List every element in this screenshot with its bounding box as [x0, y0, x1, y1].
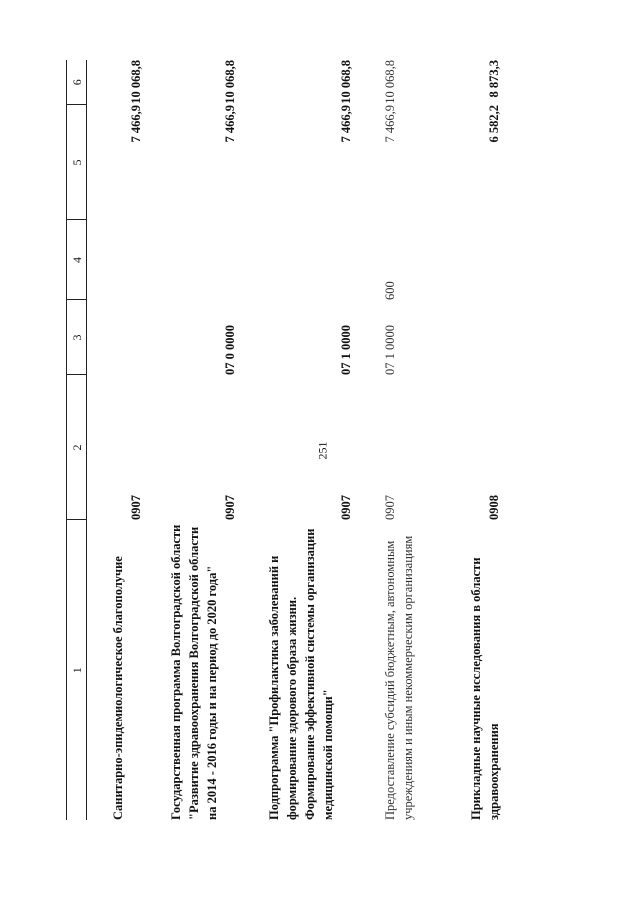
row-sum-2: 10 068,8 [382, 60, 397, 104]
row-expense-type [455, 220, 515, 300]
row-section-code: 0907 [338, 495, 353, 520]
row-sum-2: 10 068,8 [222, 60, 237, 104]
row-target-code: 07 1 0000 [338, 325, 353, 375]
row-sum-2: 8 873,3 [486, 60, 501, 98]
budget-table [66, 60, 515, 820]
table-row [87, 60, 149, 820]
row-target-code: 07 1 0000 [382, 325, 397, 375]
row-sum-1: 6 582,2 [486, 105, 501, 143]
table-header-row [67, 60, 87, 820]
row-expense-type [247, 220, 367, 300]
row-expense-type [87, 220, 149, 300]
table-row [455, 60, 515, 820]
table-row [367, 60, 455, 820]
column-header: 2 [67, 375, 87, 520]
table-body [87, 60, 515, 820]
column-header: 6 [67, 60, 87, 105]
column-header: 3 [67, 300, 87, 375]
row-expense-type: 600 [382, 281, 397, 300]
row-sum-1: 7 466,9 [338, 105, 353, 143]
row-name: Предоставление субсидий бюджетным, автономным учреждениям и иным некоммерческим организациям [382, 535, 415, 820]
column-header: 5 [67, 105, 87, 220]
row-expense-type [149, 220, 247, 300]
row-sum-2: 10 068,8 [129, 60, 143, 104]
row-target-code: 07 0 0000 [222, 325, 237, 375]
row-name: Прикладные научные исследования в области здравоохранения [468, 557, 501, 820]
row-target-code [87, 300, 149, 375]
column-header: 1 [67, 520, 87, 820]
table-row [149, 60, 247, 820]
row-section-code: 0907 [129, 495, 143, 520]
table-row [247, 60, 367, 820]
page-number: 251 [315, 441, 330, 460]
row-section-code: 0907 [382, 495, 397, 520]
row-sum-1: 7 466,9 [129, 105, 143, 143]
row-section-code: 0908 [486, 495, 501, 520]
row-name: Подпрограмма "Профилактика заболеваний и формирование здорового образа жизни. Формирование эффективной системы организации медицинской помощи" [266, 528, 335, 820]
column-header: 4 [67, 220, 87, 300]
row-target-code [455, 300, 515, 375]
row-section-code: 0907 [222, 495, 237, 520]
budget-table-container [66, 60, 552, 820]
row-sum-2: 10 068,8 [338, 60, 353, 104]
row-name: Санитарно-эпидемиологическое благополучие [111, 556, 125, 820]
row-sum-1: 7 466,9 [382, 105, 397, 143]
row-sum-1: 7 466,9 [222, 105, 237, 143]
row-name: Государственная программа Волгоградской области "Развитие здравоохранения Волгоградской области на 2014 - 2016 годы и на период до 2020 года" [168, 524, 219, 820]
